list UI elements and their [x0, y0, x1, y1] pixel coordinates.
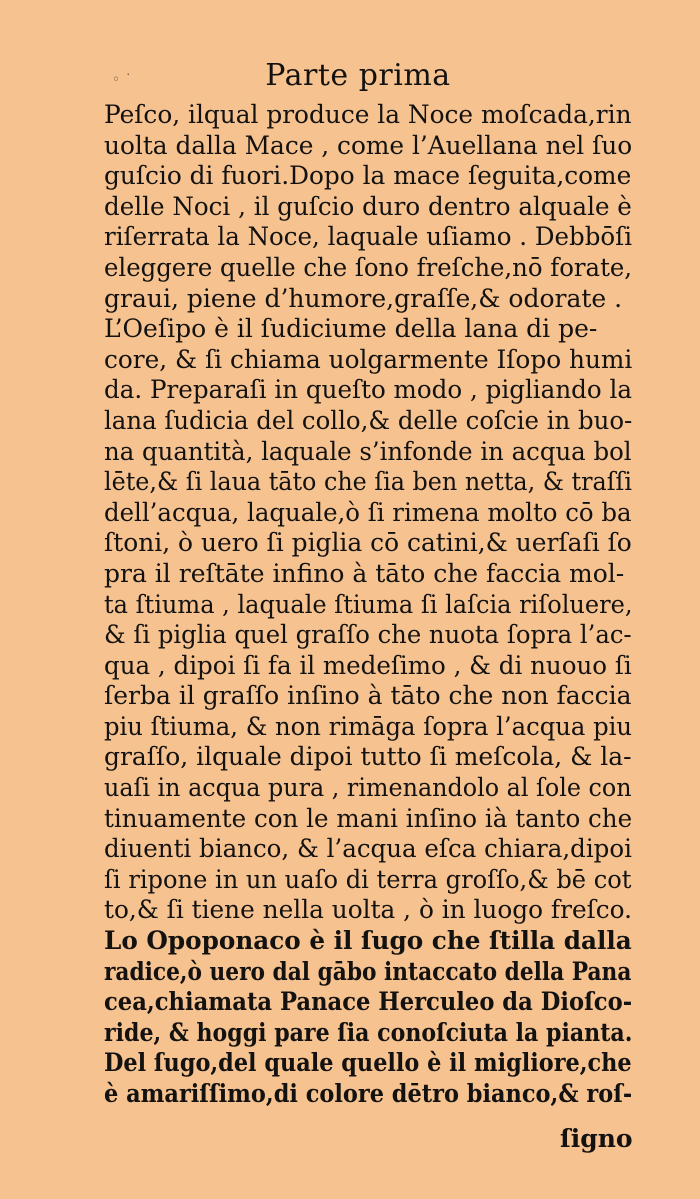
text-line: Lo Opoponaco è il ſugo che ſtilla dalla: [104, 926, 632, 956]
text-line: na quantità, laquale s’infonde in acqua bol: [104, 436, 632, 466]
text-line: Del ſugo,del quale quello è il migliore,che: [104, 1048, 632, 1078]
text-line: diuenti bianco, & l’acqua eſca chiara,dipoi: [104, 834, 632, 864]
text-line: ride, & hoggi pare ſia conoſciuta la pianta.: [104, 1017, 633, 1047]
text-line: delle Noci , il guſcio duro dentro alquale è: [104, 191, 632, 221]
header-title: Parte prima: [265, 58, 451, 93]
ink-speck: ◦ ˙: [112, 72, 132, 88]
text-line: qua , dipoi ſi fa il medeſimo , & di nuouo ſi: [104, 650, 632, 680]
text-line: riſerrata la Noce, laquale uſiamo . Debbōſi: [104, 222, 633, 252]
text-line: graui, piene d’humore,graſſe,& odorate .: [104, 283, 623, 313]
text-line: è amariſſimo,di colore dētro bianco,& roſ-: [104, 1079, 633, 1108]
text-line: L’Oeſipo è il ſudiciume della lana di pe-: [104, 314, 598, 344]
text-line: radice,ò uero dal gābo intaccato della Pana: [104, 956, 632, 986]
text-line: ſtoni, ò uero ſi piglia cō catini,& uerſaſi ſo: [104, 528, 632, 558]
text-line: piu ſtiuma, & non rimāga ſopra l’acqua piu: [104, 711, 633, 741]
text-line: lēte,& ſi laua tāto che ſia ben netta, & traſſi: [104, 467, 632, 497]
text-line: tinuamente con le mani inſino ià tanto che: [104, 803, 633, 833]
text-line: Peſco, ilqual produce la Noce moſcada,rin: [104, 100, 632, 129]
text-line: lana ſudicia del collo,& delle coſcie in buo-: [104, 405, 633, 435]
text-line: to,& ſi tiene nella uolta , ò in luogo freſco.: [104, 895, 633, 925]
text-line: core, & ſi chiama uolgarmente Iſopo humi: [104, 344, 633, 374]
body-text: [104, 100, 632, 1110]
text-line: pra il reſtāte infino à tāto che faccia mol-: [104, 558, 625, 588]
text-line: eleggere quelle che ſono freſche,nō forate,: [104, 252, 633, 282]
text-line: graſſo, ilquale dipoi tutto ſi meſcola, & la-: [104, 742, 632, 772]
text-line: & ſi piglia quel graſſo che nuota ſopra l’ac-: [104, 620, 632, 650]
catchword: ſigno: [560, 1124, 633, 1153]
running-header: [0, 58, 700, 93]
text-line: guſcio di fuori.Dopo la mace ſeguita,come: [104, 161, 632, 191]
text-line: ſi ripone in un uaſo di terra groſſo,& bē cot: [104, 864, 632, 894]
text-line: ſerba il graſſo inſino à tāto che non faccia: [104, 681, 632, 711]
text-line: uolta dalla Mace , come l’Auellana nel ſuo: [104, 130, 633, 160]
text-line: dell’acqua, laquale,ò ſi rimena molto cō ba: [104, 497, 632, 527]
text-line: da. Preparaſi in queſto modo , pigliando la: [104, 375, 632, 405]
text-line: cea,chiamata Panace Herculeo da Dioſco-: [104, 987, 633, 1017]
text-line: uaſi in acqua pura , rimenandolo al ſole con: [104, 773, 632, 803]
text-line: ta ſtiuma , laquale ſtiuma ſi laſcia riſoluere,: [104, 589, 633, 619]
